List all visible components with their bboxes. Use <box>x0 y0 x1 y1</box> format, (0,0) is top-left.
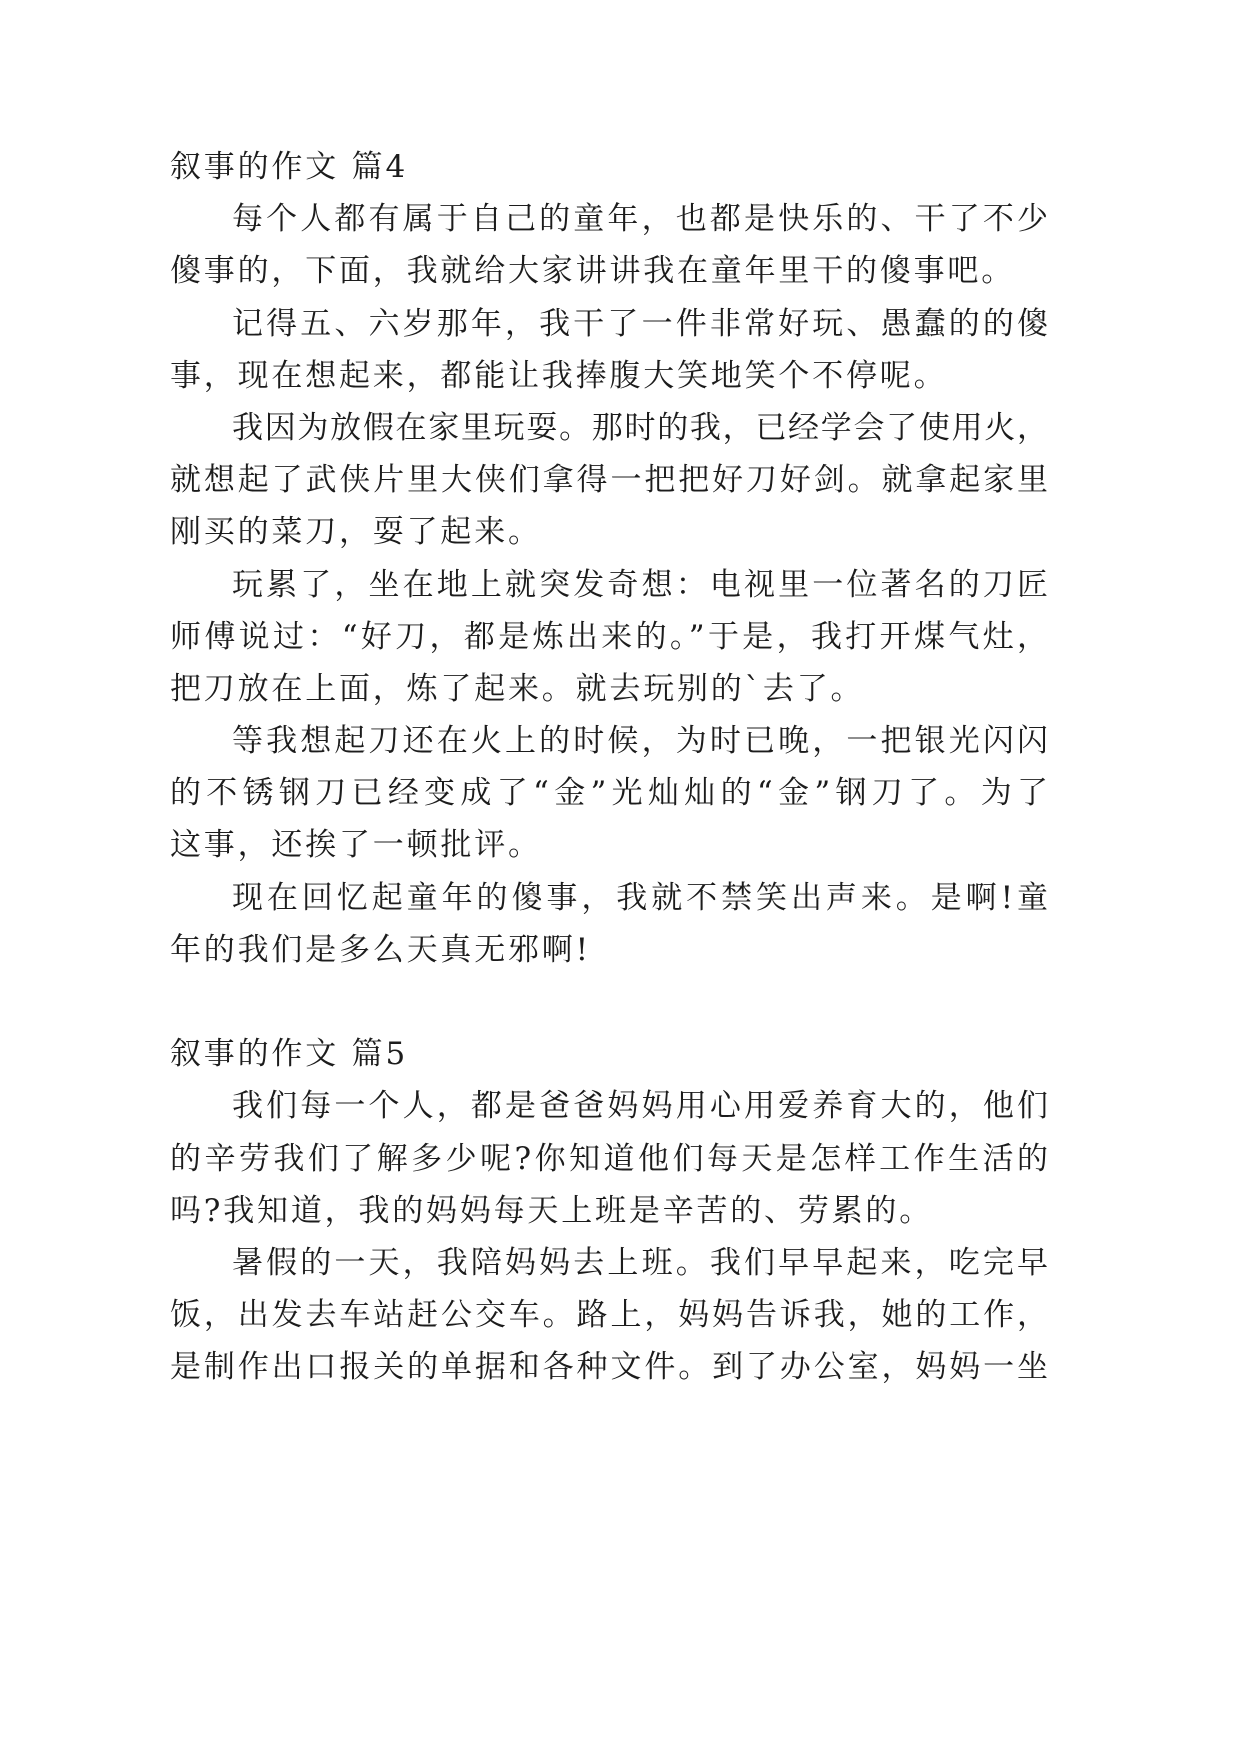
paragraph-line: 每个人都有属于自己的童年，也都是快乐的、干了不少 <box>232 201 1048 238</box>
paragraph <box>170 193 1048 297</box>
paragraph-line: 事，现在想起来，都能让我捧腹大笑地笑个不停呢。 <box>170 357 948 394</box>
paragraph-line: 饭，出发去车站赶公交车。路上，妈妈告诉我，她的工作， <box>170 1297 1048 1334</box>
paragraph-line: 现在回忆起童年的傻事，我就不禁笑出声来。是啊!童 <box>232 879 1048 916</box>
paragraph-line: 就想起了武侠片里大侠们拿得一把把好刀好剑。就拿起家里 <box>170 462 1048 499</box>
section-spacer <box>170 976 1048 1028</box>
paragraph <box>170 872 1048 976</box>
paragraph <box>170 1080 1048 1237</box>
essay-section <box>170 141 1048 976</box>
section-title: 叙事的作文 篇5 <box>170 1036 408 1073</box>
paragraph <box>170 298 1048 402</box>
paragraph-line: 暑假的一天，我陪妈妈去上班。我们早早起来，吃完早 <box>232 1244 1048 1281</box>
essay-section <box>170 1028 1048 1393</box>
paragraph-line: 的不锈钢刀已经变成了“金”光灿灿的“金”钢刀了。为了 <box>170 775 1048 812</box>
paragraph <box>170 715 1048 872</box>
paragraph-line: 年的我们是多么天真无邪啊! <box>170 931 591 968</box>
paragraph-line: 记得五、六岁那年，我干了一件非常好玩、愚蠢的的傻 <box>232 305 1048 342</box>
section-title: 叙事的作文 篇4 <box>170 149 408 185</box>
paragraph-line: 我们每一个人，都是爸爸妈妈用心用爱养育大的，他们 <box>232 1088 1048 1125</box>
paragraph-line: 把刀放在上面，炼了起来。就去玩别的`去了。 <box>170 670 865 707</box>
paragraph-line: 这事，还挨了一顿批评。 <box>170 827 542 864</box>
paragraph-line: 等我想起刀还在火上的时候，为时已晚，一把银光闪闪 <box>232 723 1048 760</box>
document-body <box>170 141 1048 1394</box>
paragraph <box>170 559 1048 716</box>
paragraph-line: 傻事的，下面，我就给大家讲讲我在童年里干的傻事吧。 <box>170 253 1015 290</box>
paragraph <box>170 402 1048 559</box>
paragraph-line: 的辛劳我们了解多少呢?你知道他们每天是怎样工作生活的 <box>170 1140 1048 1177</box>
paragraph-line: 玩累了，坐在地上就突发奇想：电视里一位著名的刀匠 <box>232 566 1048 603</box>
paragraph-line: 我因为放假在家里玩耍。那时的我，已经学会了使用火， <box>232 409 1048 446</box>
paragraph-line: 是制作出口报关的单据和各种文件。到了办公室，妈妈一坐 <box>170 1349 1048 1386</box>
paragraph-line: 刚买的菜刀，耍了起来。 <box>170 514 542 551</box>
paragraph <box>170 1237 1048 1394</box>
paragraph-line: 师傅说过：“好刀，都是炼出来的。”于是，我打开煤气灶， <box>170 618 1048 655</box>
paragraph-line: 吗?我知道，我的妈妈每天上班是辛苦的、劳累的。 <box>170 1192 934 1229</box>
